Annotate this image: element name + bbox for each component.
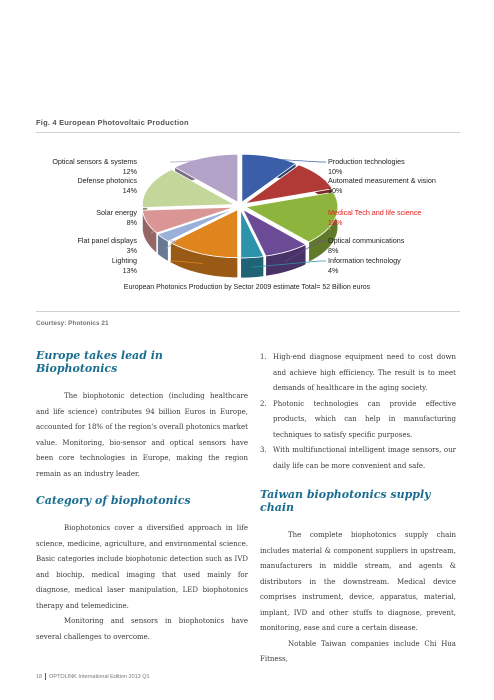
- label-lighting-value: 13%: [122, 265, 137, 275]
- para-monitoring: Monitoring and sensors in biophotonics have several challenges to overcome.: [36, 617, 248, 641]
- publication-name: OPTOLINK International Edition 2013 Q1: [49, 673, 150, 680]
- challenges-list: [260, 350, 456, 474]
- figure-bottom-rule: [36, 311, 460, 312]
- heading-europe-lead: Europe takes lead in Biophotonics: [36, 349, 163, 375]
- figure-courtesy: Courtesy: Photonics 21: [36, 320, 109, 327]
- para-taiwan-companies: Notable Taiwan companies include Chi Hua Fitness,: [260, 639, 456, 663]
- list-item: [260, 350, 456, 397]
- label-flat-panel-name: Flat panel displays: [77, 236, 137, 245]
- list-item-number: 1.: [260, 353, 267, 361]
- para-supply-chain: The complete biophotonics supply chain includes material & component suppliers in upstream, manufacturers in middle stream, and agents & distributors in the downstream. Medical device comprises instrument, device, apparatus, material, implant, IVD and other stuffs to diagnose, prevent, monitoring, ease and cure a certain disease.: [260, 531, 456, 632]
- heading-taiwan-supply-chain: Taiwan biophotonics supply chain: [260, 488, 431, 514]
- label-optical-comm-value: 8%: [328, 245, 339, 255]
- label-flat-panel: [77, 236, 137, 255]
- label-optical-comm-name: Optical communications: [328, 236, 405, 245]
- para-europe: The biophotonic detection (including healthcare and life science) contributes 94 billion Euros in Europe, accounted for 18% of the region's overall photonics market value. Monitoring, bio-sensor and optical sensors have been core technologies in Europe, making the region remain as an industry leader.: [36, 392, 248, 478]
- page-number: 18: [36, 673, 43, 680]
- footer-divider: [45, 673, 46, 680]
- label-automated-measurement: [328, 176, 436, 195]
- list-item-number: 2.: [260, 399, 267, 408]
- label-optical-sensors: [52, 157, 137, 176]
- article-left-column: [36, 349, 248, 645]
- list-item-number: 3.: [260, 446, 267, 454]
- label-solar-energy-name: Solar energy: [96, 208, 137, 217]
- label-production-tech-name: Production technologies: [328, 157, 405, 166]
- figure-caption: Fig. 4 European Photovoltaic Production: [36, 118, 189, 127]
- label-defense-photonics: [77, 176, 137, 195]
- list-item-text: High-end diagnose equipment need to cost down and achieve high efficiency. The result is to meet demands of healthcare in the aging society.: [273, 353, 456, 392]
- para-category: Biophotonics cover a diversified approach in life science, medicine, agriculture, and environmental science. Basic categories include biophotonic detection such as IVD and biochip, medical imaging that used mainly for diagnose, medical laser manipulation, LED biophotonics therapy and telemedicine.: [36, 524, 248, 610]
- label-optical-comm: [328, 236, 404, 255]
- label-medical-tech-name: Medical Tech and life science: [328, 208, 422, 217]
- label-information-tech-value: 4%: [328, 265, 339, 275]
- label-automated-measurement-name: Automated measurement & vision: [328, 176, 436, 185]
- label-optical-sensors-value: 12%: [122, 166, 137, 176]
- label-lighting-name: Lighting: [111, 256, 137, 265]
- label-information-tech-name: Information technology: [328, 256, 401, 265]
- label-defense-photonics-name: Defense photonics: [77, 176, 137, 185]
- label-solar-energy: [96, 208, 137, 227]
- page-footer: [36, 673, 150, 680]
- list-item-text: With multifunctional intelligent image sensors, our daily life can be more convenient and safe.: [273, 446, 456, 470]
- list-item-text: Photonic technologies can provide effective products, which can help in manufacturing techniques to satisfy specific purposes.: [273, 399, 456, 439]
- label-automated-measurement-value: 10%: [328, 185, 343, 195]
- chart-footnote: European Photonics Production by Sector 2009 estimate Total= 52 Billion euros: [123, 284, 371, 291]
- label-production-tech-value: 10%: [328, 166, 343, 176]
- label-medical-tech: [328, 208, 421, 227]
- label-medical-tech-value: 18%: [328, 217, 343, 227]
- article-right-column: [260, 350, 456, 668]
- label-information-tech: [328, 256, 401, 275]
- figure-top-rule: [36, 132, 460, 133]
- label-defense-photonics-value: 14%: [122, 185, 137, 195]
- label-lighting: [112, 256, 137, 275]
- label-solar-energy-value: 8%: [126, 217, 137, 227]
- list-item: [260, 397, 456, 444]
- label-optical-sensors-name: Optical sensors & systems: [52, 157, 137, 166]
- label-flat-panel-value: 3%: [126, 245, 137, 255]
- list-item: [260, 443, 456, 474]
- label-production-tech: [328, 157, 405, 176]
- heading-category: Category of biophotonics: [36, 494, 191, 507]
